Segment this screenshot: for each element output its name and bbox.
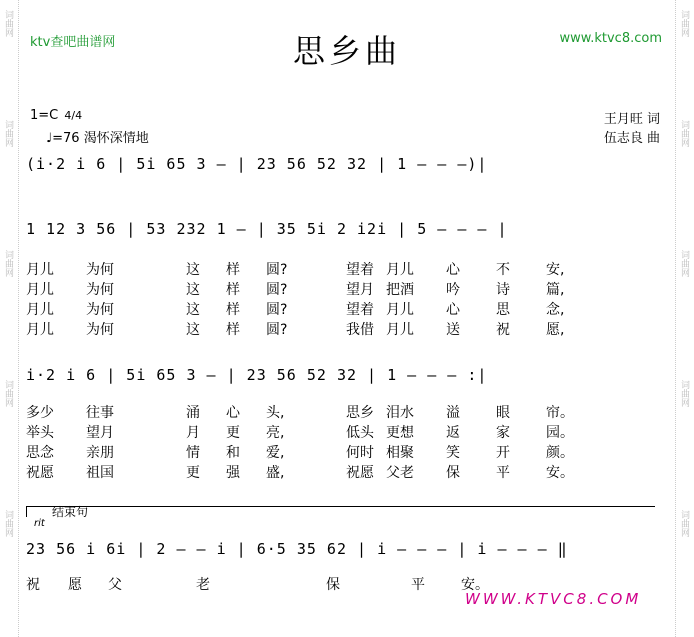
lyric-word: 篇, [546, 282, 565, 298]
lyric-word: 月儿 [26, 322, 54, 338]
lyric-line [26, 279, 666, 299]
lyric-word: 月儿 [386, 262, 414, 278]
lyric-word: 眼 [496, 405, 510, 421]
lyric-word: 多少 [26, 405, 54, 421]
lyric-word: 望月 [86, 425, 114, 441]
lyric-word: 思 [496, 302, 510, 318]
coda-bracket [26, 506, 655, 517]
lyric-word: 望月 [346, 282, 374, 298]
lyric-word: 父 [108, 577, 122, 593]
lyric-word: 强 [226, 465, 240, 481]
lyric-word: 为何 [86, 322, 114, 338]
lyric-word: 帘。 [546, 405, 574, 421]
watermark-text: 词曲网 [679, 120, 689, 147]
lyric-word: 月儿 [26, 282, 54, 298]
lyric-word: 把酒 [386, 282, 414, 298]
lyric-line [26, 442, 666, 462]
footer-site-logo: WWW.KTVC8.COM [465, 590, 642, 608]
lyric-word: 为何 [86, 282, 114, 298]
lyric-line [26, 462, 666, 482]
lyric-word: 圆? [266, 302, 288, 318]
lyric-word: 月儿 [26, 262, 54, 278]
lyric-word: 不 [496, 262, 510, 278]
lyric-word: 平 [411, 577, 425, 593]
lyric-word: 情 [186, 445, 200, 461]
lyric-word: 举头 [26, 425, 54, 441]
lyric-word: 颜。 [546, 445, 574, 461]
lyricist: 王月旺 词 [603, 112, 660, 127]
lyric-word: 更 [186, 465, 200, 481]
lyric-word: 安。 [461, 577, 489, 593]
lyric-word: 月儿 [26, 302, 54, 318]
lyric-word: 和 [226, 445, 240, 461]
lyric-word: 心 [446, 302, 460, 318]
lyric-word: 为何 [86, 262, 114, 278]
lyric-line [26, 402, 666, 422]
lyric-word: 保 [326, 577, 340, 593]
lyric-word: 月儿 [386, 302, 414, 318]
lyric-word: 园。 [546, 425, 574, 441]
lyric-word: 返 [446, 425, 460, 441]
score-line-intro: (i·2 i 6 | 5i 65 3 – | 23 56 52 32 | 1 – – –)| [26, 155, 488, 173]
lyric-word: 望着 [346, 302, 374, 318]
lyric-word: 更 [226, 425, 240, 441]
lyric-word: 思乡 [346, 405, 374, 421]
coda-label: 结束句 [52, 505, 89, 519]
lyric-word: 祝愿 [346, 465, 374, 481]
lyric-line [26, 259, 666, 279]
lyric-word: 这 [186, 322, 200, 338]
lyric-word: 望着 [346, 262, 374, 278]
key-signature [30, 108, 82, 123]
lyric-word: 诗 [496, 282, 510, 298]
watermark-text: 词曲网 [3, 380, 13, 407]
lyric-word: 安, [546, 262, 565, 278]
watermark-text: 词曲网 [679, 380, 689, 407]
lyric-word: 更想 [386, 425, 414, 441]
lyric-word: 笑 [446, 445, 460, 461]
lyric-word: 父老 [386, 465, 414, 481]
lyric-word: 开 [496, 445, 510, 461]
lyric-word: 送 [446, 322, 460, 338]
lyric-word: 月 [186, 425, 200, 441]
lyric-word: 爱, [266, 445, 285, 461]
site-name-left: ktv查吧曲谱网 [30, 35, 116, 50]
lyric-word: 相聚 [386, 445, 414, 461]
lyric-line [26, 319, 666, 339]
lyric-line [26, 299, 666, 319]
watermark-text: 词曲网 [3, 120, 13, 147]
page-title: 思乡曲 [292, 32, 401, 70]
lyric-line [26, 422, 666, 442]
lyric-word: 心 [226, 405, 240, 421]
lyric-word: 思念 [26, 445, 54, 461]
lyric-word: 样 [226, 262, 240, 278]
lyric-word: 心 [446, 262, 460, 278]
site-url-right: www.ktvc8.com [559, 31, 662, 46]
left-watermark-strip [0, 0, 19, 637]
lyric-word: 祝 [26, 577, 40, 593]
lyric-word: 平 [496, 465, 510, 481]
key-text: 1=C [30, 108, 59, 123]
lyric-word: 涌 [186, 405, 200, 421]
score-line-coda: 23 56 i 6i | 2 – – i | 6·5 35 62 | i – – – | i – – – ‖ [26, 540, 568, 558]
lyric-word: 泪水 [386, 405, 414, 421]
lyric-word: 圆? [266, 262, 288, 278]
lyric-word: 安。 [546, 465, 574, 481]
lyric-word: 祖国 [86, 465, 114, 481]
lyric-word: 头, [266, 405, 285, 421]
lyric-word: 家 [496, 425, 510, 441]
lyric-word: 我借 [346, 322, 374, 338]
watermark-text: 词曲网 [679, 250, 689, 277]
lyric-word: 月儿 [386, 322, 414, 338]
watermark-text: 词曲网 [3, 510, 13, 537]
lyric-word: 溢 [446, 405, 460, 421]
lyric-word: 这 [186, 262, 200, 278]
lyric-word: 何时 [346, 445, 374, 461]
lyric-word: 祝愿 [26, 465, 54, 481]
lyric-word: 圆? [266, 322, 288, 338]
lyric-word: 念, [546, 302, 565, 318]
lyric-word: 吟 [446, 282, 460, 298]
lyric-word: 样 [226, 282, 240, 298]
lyric-word: 亮, [266, 425, 285, 441]
lyric-word: 为何 [86, 302, 114, 318]
watermark-text: 词曲网 [679, 510, 689, 537]
score-line-2: i·2 i 6 | 5i 65 3 – | 23 56 52 32 | 1 – – – :| [26, 366, 488, 384]
lyric-word: 保 [446, 465, 460, 481]
time-signature: 4/4 [64, 109, 83, 122]
lyric-word: 往事 [86, 405, 114, 421]
watermark-text: 词曲网 [679, 10, 689, 37]
tempo-marking: ♩=76 渴怀深情地 [46, 131, 149, 146]
watermark-text: 词曲网 [3, 250, 13, 277]
lyric-word: 低头 [346, 425, 374, 441]
lyric-word: 祝 [496, 322, 510, 338]
lyric-word: 这 [186, 282, 200, 298]
lyric-word: 样 [226, 302, 240, 318]
lyric-word: 亲朋 [86, 445, 114, 461]
score-line-1: 1 12 3 56 | 53 232 1 – | 35 5i 2 i2i | 5 – – – | [26, 220, 508, 238]
ritardando-mark: rit [34, 518, 45, 529]
lyric-word: 愿, [546, 322, 565, 338]
lyric-word: 盛, [266, 465, 285, 481]
right-watermark-strip [675, 0, 694, 637]
watermark-text: 词曲网 [3, 10, 13, 37]
lyric-word: 这 [186, 302, 200, 318]
lyric-word: 圆? [266, 282, 288, 298]
lyric-word: 愿 [68, 577, 82, 593]
lyric-word: 老 [196, 577, 210, 593]
composer: 伍志良 曲 [603, 131, 660, 146]
lyric-word: 样 [226, 322, 240, 338]
